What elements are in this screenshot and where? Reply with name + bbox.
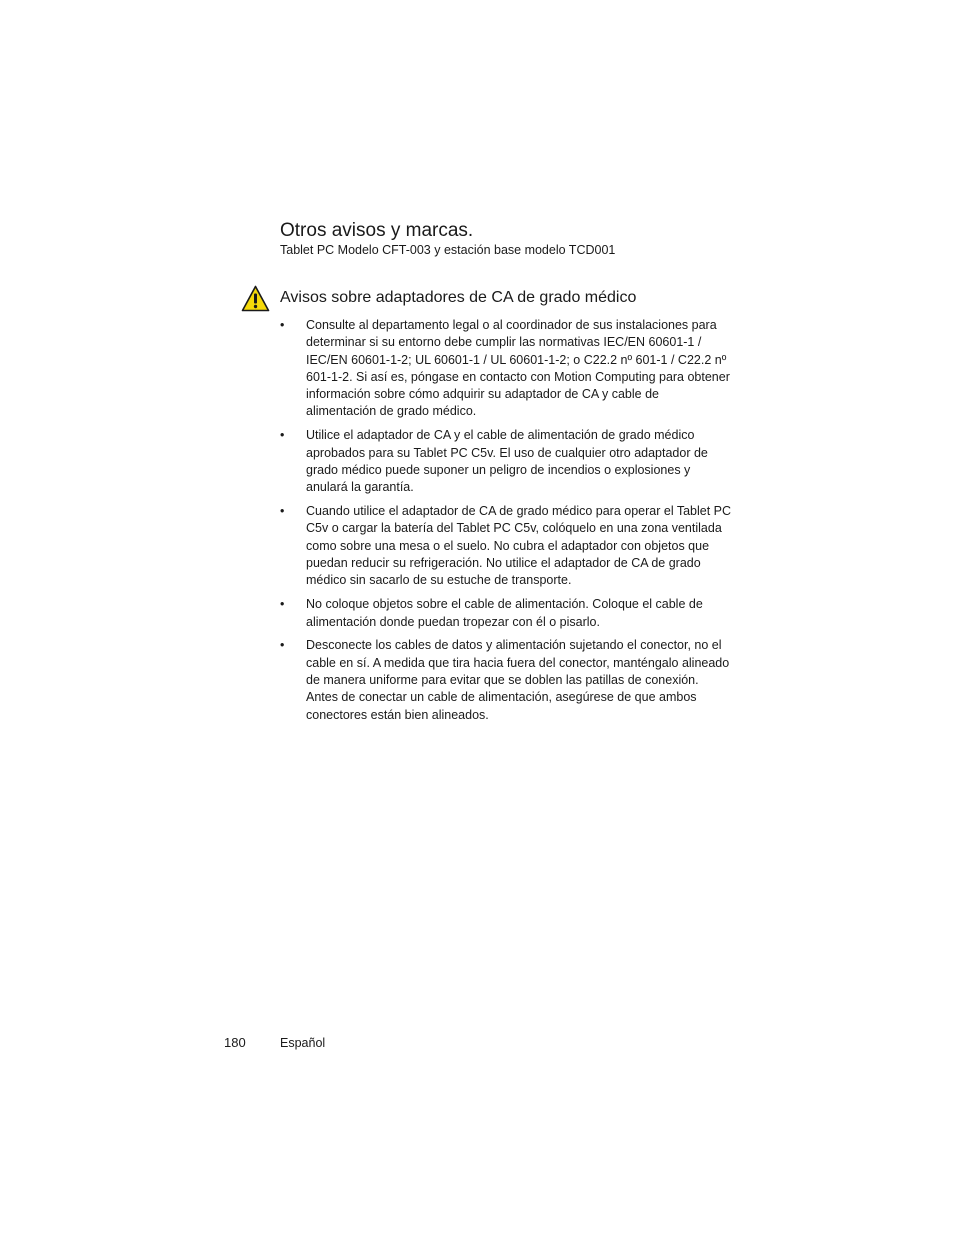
list-item: [280, 427, 732, 496]
section-heading: Avisos sobre adaptadores de CA de grado médico: [280, 289, 637, 306]
bullet-icon: •: [280, 638, 285, 653]
list-item-text: Cuando utilice el adaptador de CA de grado médico para operar el Tablet PC C5v o cargar la batería del Tablet PC C5v, colóquelo en una zona ventilada como sobre una mesa o el suelo. No cubra el adaptador con objetos que puedan reducir su refrigeración. No utilice el adaptador de CA de grado médico sin sacarlo de su estuche de transporte.: [306, 504, 732, 588]
bullet-icon: •: [280, 597, 285, 612]
list-item-text: Desconecte los cables de datos y alimentación sujetando el conector, no el cable en sí. A medida que tira hacia fuera del conector, manténgalo alineado de manera uniforme para evitar que se doblen las patillas de conexión. Antes de conectar un cable de alimentación, asegúrese de que ambos conectores están bien alineados.: [306, 638, 730, 722]
warning-bullet-list: [280, 317, 732, 731]
list-item: [280, 317, 732, 421]
page-title: Otros avisos y marcas.: [280, 220, 474, 241]
page-subtitle: Tablet PC Modelo CFT-003 y estación base modelo TCD001: [280, 243, 616, 257]
list-item: [280, 503, 732, 589]
list-item-text: Consulte al departamento legal o al coordinador de sus instalaciones para determinar si su entorno debe cumplir las normativas IEC/EN 60601-1 / IEC/EN 60601-1-2; UL 60601-1 / UL 60601-1-2; o C22.2 nº 601-1 / C22.2 nº 601-1-2. Si así es, póngase en contacto con Motion Computing para obtener información sobre cómo adquirir su adaptador de CA y cable de alimentación de grado médico.: [306, 318, 730, 419]
list-item-text: Utilice el adaptador de CA y el cable de alimentación de grado médico aprobados para su Tablet PC C5v. El uso de cualquier otro adaptador de grado médico puede suponer un peligro de incendios o explosiones y anulará la garantía.: [306, 428, 708, 495]
bullet-icon: •: [280, 318, 285, 332]
warning-icon: [241, 285, 270, 312]
bullet-icon: •: [280, 428, 285, 443]
list-item: [280, 637, 732, 723]
bullet-icon: •: [280, 504, 285, 519]
list-item-text: No coloque objetos sobre el cable de alimentación. Coloque el cable de alimentación donde puedan tropezar con él o pisarlo.: [306, 597, 703, 629]
page-number: 180: [224, 1035, 246, 1050]
footer-language: Español: [280, 1036, 326, 1050]
list-item: [280, 596, 732, 631]
